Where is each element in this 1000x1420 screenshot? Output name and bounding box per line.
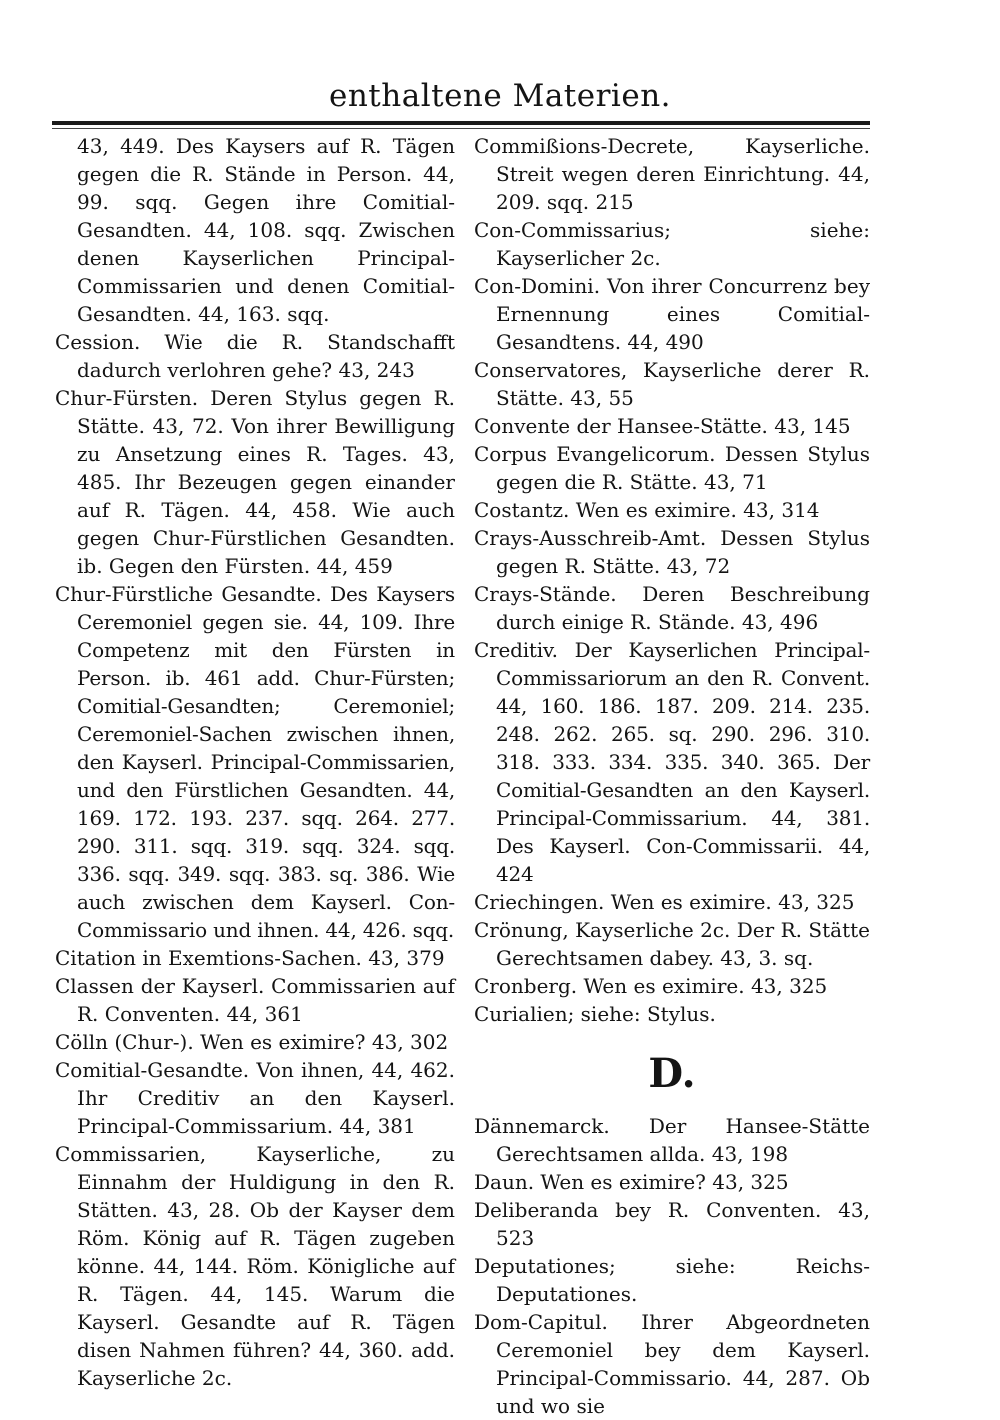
- index-entry: Cölln (Chur-). Wen es eximire? 43, 302: [55, 1030, 449, 1054]
- index-entry: Citation in Exemtions-Sachen. 43, 379: [55, 946, 445, 970]
- index-entry: Deliberanda bey R. Conventen. 43, 523: [474, 1198, 870, 1250]
- index-entry: Creditiv. Der Kayserlichen Principal-Commissariorum an den R. Convent. 44, 160. 186. 187. 209. 214. 235. 248. 262. 265. sq. 290. 296. 310. 318. 333. 334. 335. 340. 365. Der Comitial-Gesandten an den Kayserl. Principal-Commissarium. 44, 381. Des Kayserl. Con-Commissarii. 44, 424: [474, 638, 870, 886]
- index-entry: Deputationes; siehe: Reichs-Deputationes.: [474, 1254, 870, 1306]
- index-entry: Commissarien, Kayserliche, zu Einnahm der Huldigung in den R. Stätten. 43, 28. Ob der Kayser dem Röm. König auf R. Tägen zugeben könne. 44, 144. Röm. Königliche auf R. Tägen. 44, 145. Warum die Kayserl. Gesandte auf R. Tägen disen Nahmen führen? 44, 360. add. Kayserliche 2c.: [55, 1142, 455, 1390]
- index-entry: Chur-Fürstliche Gesandte. Des Kaysers Ceremoniel gegen sie. 44, 109. Ihre Competenz mit den Fürsten in Person. ib. 461 add. Chur-Fürsten; Comitial-Gesandten; Ceremoniel; Ceremoniel-Sachen zwischen ihnen, den Kayserl. Principal-Commissarien, und den Fürstlichen Gesandten. 44, 169. 172. 193. 237. sqq. 264. 277. 290. 311. sqq. 319. sqq. 324. sqq. 336. sqq. 349. sqq. 383. sq. 386. Wie auch zwischen dem Kayserl. Con-Commissario und ihnen. 44, 426. sqq.: [55, 582, 455, 942]
- index-entry: Chur-Fürsten. Deren Stylus gegen R. Stätte. 43, 72. Von ihrer Bewilligung zu Ansetzung eines R. Tages. 43, 485. Ihr Bezeugen gegen einander auf R. Tägen. 44, 458. Wie auch gegen Chur-Fürstlichen Gesandten. ib. Gegen den Fürsten. 44, 459: [55, 386, 455, 578]
- index-entry: Classen der Kayserl. Commissarien auf R. Conventen. 44, 361: [55, 974, 455, 1026]
- index-entry: Dom-Capitul. Ihrer Abgeordneten Ceremoniel bey dem Kayserl. Principal-Commissario. 44, 287. Ob und wo sie: [474, 1310, 870, 1418]
- index-entry: Criechingen. Wen es eximire. 43, 325: [474, 890, 855, 914]
- index-entry: Daun. Wen es eximire? 43, 325: [474, 1170, 789, 1194]
- index-entry: Conservatores, Kayserliche derer R. Stätte. 43, 55: [474, 358, 870, 410]
- index-entry: Cession. Wie die R. Standschafft dadurch verlohren gehe? 43, 243: [55, 330, 455, 382]
- index-entry: Comitial-Gesandte. Von ihnen, 44, 462. Ihr Creditiv an den Kayserl. Principal-Commissarium. 44, 381: [55, 1058, 455, 1138]
- section-letter: D.: [648, 1050, 696, 1097]
- index-entry: Corpus Evangelicorum. Dessen Stylus gegen die R. Stätte. 43, 71: [474, 442, 870, 494]
- right-column: [474, 132, 870, 1420]
- index-entry: Con-Commissarius; siehe: Kayserlicher 2c.: [474, 218, 870, 270]
- index-entry: Dännemarck. Der Hansee-Stätte Gerechtsamen allda. 43, 198: [474, 1114, 870, 1166]
- index-entry: Con-Domini. Von ihrer Concurrenz bey Ernennung eines Comitial-Gesandtens. 44, 490: [474, 274, 870, 354]
- header-rule: [52, 121, 870, 125]
- page-header: enthaltene Materien.: [328, 78, 672, 114]
- index-entry: Convente der Hansee-Stätte. 43, 145: [474, 414, 851, 438]
- index-entry: Crönung, Kayserliche 2c. Der R. Stätte Gerechtsamen dabey. 43, 3. sq.: [474, 918, 870, 970]
- index-entry: Cronberg. Wen es eximire. 43, 325: [474, 974, 828, 998]
- index-entry: Costantz. Wen es eximire. 43, 314: [474, 498, 820, 522]
- index-entry: Commißions-Decrete, Kayserliche. Streit wegen deren Einrichtung. 44, 209. sqq. 215: [474, 134, 870, 214]
- left-column: [55, 132, 455, 1392]
- index-entry: 43, 449. Des Kaysers auf R. Tägen gegen die R. Stände in Person. 44, 99. sqq. Gegen ihre Comitial-Gesandten. 44, 108. sqq. Zwischen denen Kayserlichen Principal-Commissarien und denen Comitial-Gesandten. 44, 163. sqq.: [77, 134, 455, 326]
- index-entry: Curialien; siehe: Stylus.: [474, 1002, 716, 1026]
- index-entry: Crays-Ausschreib-Amt. Dessen Stylus gegen R. Stätte. 43, 72: [474, 526, 870, 578]
- index-entry: Crays-Stände. Deren Beschreibung durch einige R. Stände. 43, 496: [474, 582, 870, 634]
